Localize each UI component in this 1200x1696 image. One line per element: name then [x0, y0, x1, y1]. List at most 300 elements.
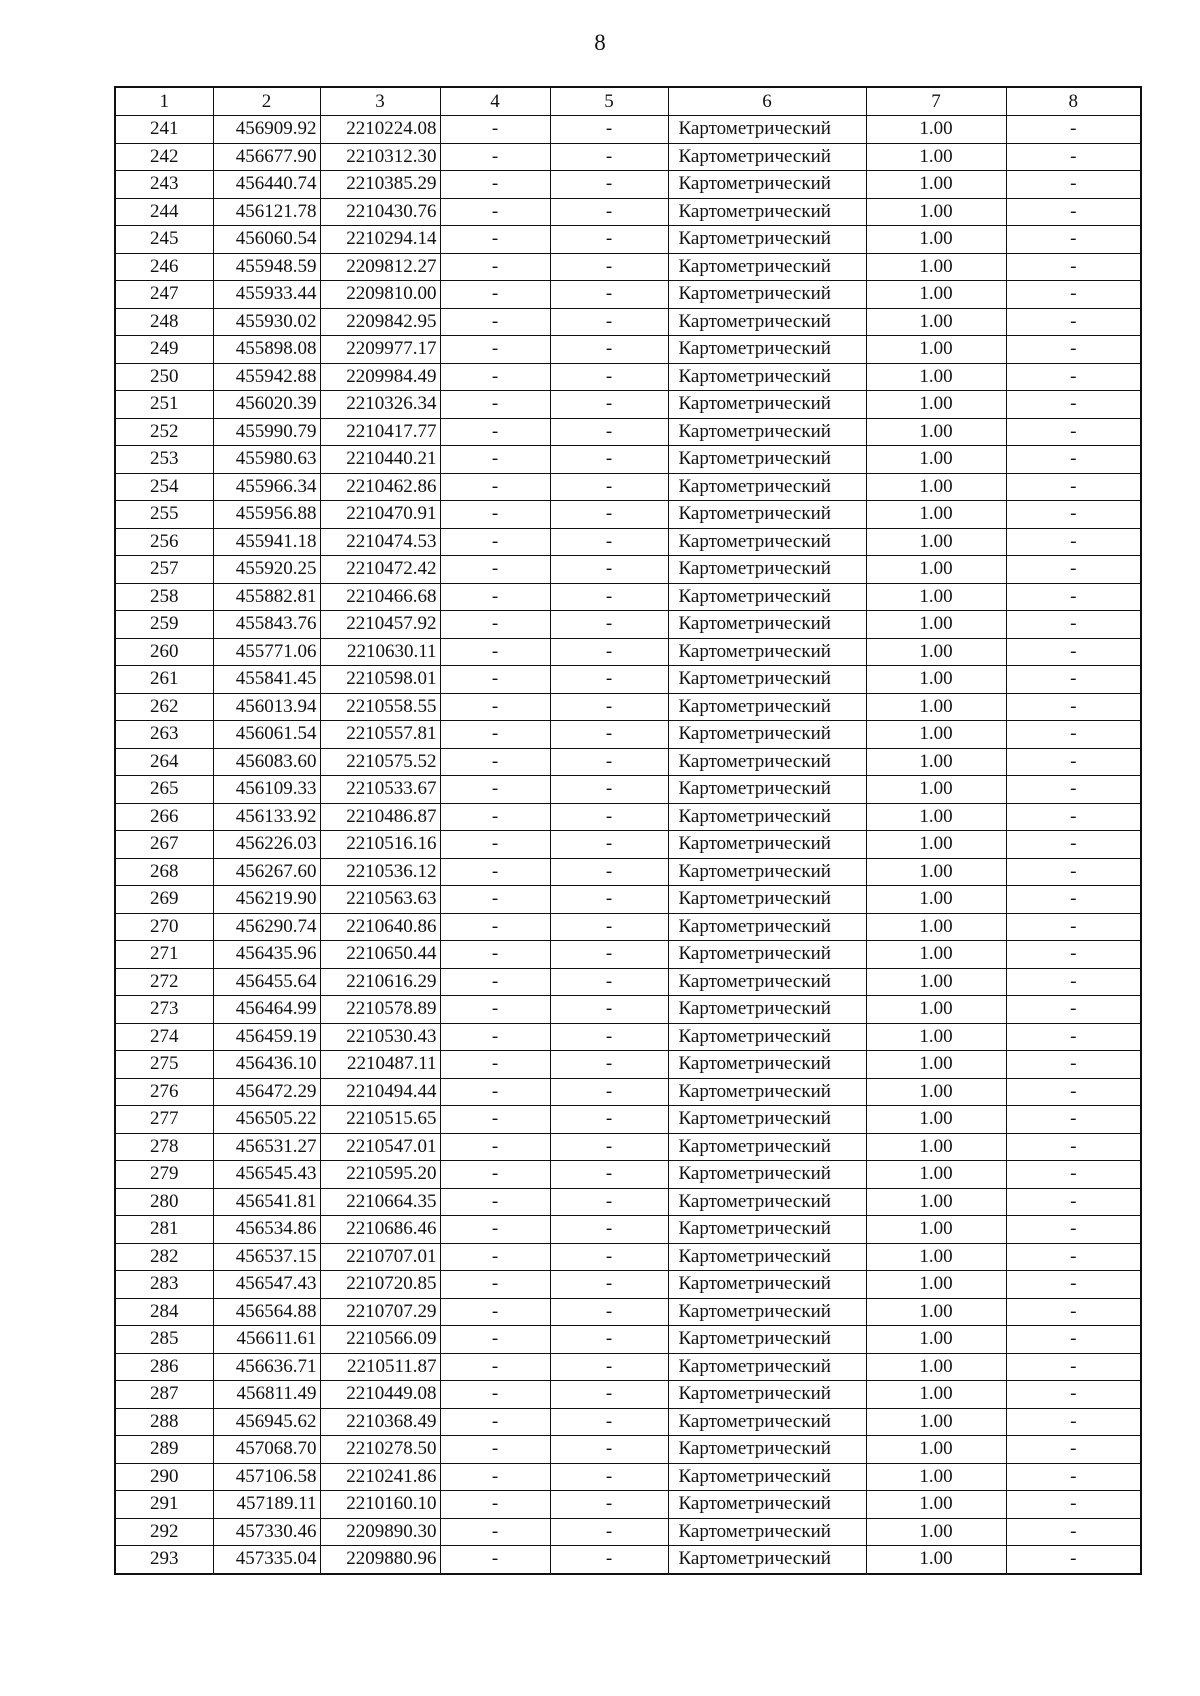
col8-cell: -: [1006, 391, 1141, 419]
table-row: [115, 666, 1141, 694]
accuracy-cell: 1.00: [866, 583, 1006, 611]
col5-cell: -: [550, 226, 668, 254]
x-coordinate-cell: 456440.74: [213, 171, 320, 199]
method-cell: Картометрический: [668, 473, 866, 501]
col8-cell: -: [1006, 1133, 1141, 1161]
accuracy-cell: 1.00: [866, 1298, 1006, 1326]
col5-cell: -: [550, 1133, 668, 1161]
table-row: [115, 1518, 1141, 1546]
x-coordinate-cell: 456505.22: [213, 1106, 320, 1134]
column-header-4: 4: [440, 87, 550, 116]
y-coordinate-cell: 2209984.49: [320, 363, 440, 391]
point-number-cell: 251: [115, 391, 213, 419]
col4-cell: -: [440, 886, 550, 914]
column-header-2: 2: [213, 87, 320, 116]
method-cell: Картометрический: [668, 528, 866, 556]
y-coordinate-cell: 2210516.16: [320, 831, 440, 859]
col8-cell: -: [1006, 308, 1141, 336]
table-row: [115, 308, 1141, 336]
y-coordinate-cell: 2210417.77: [320, 418, 440, 446]
table-row: [115, 638, 1141, 666]
accuracy-cell: 1.00: [866, 666, 1006, 694]
y-coordinate-cell: 2210278.50: [320, 1436, 440, 1464]
col4-cell: -: [440, 1463, 550, 1491]
point-number-cell: 273: [115, 996, 213, 1024]
method-cell: Картометрический: [668, 803, 866, 831]
point-number-cell: 265: [115, 776, 213, 804]
col8-cell: -: [1006, 1463, 1141, 1491]
method-cell: Картометрический: [668, 748, 866, 776]
method-cell: Картометрический: [668, 143, 866, 171]
col8-cell: -: [1006, 336, 1141, 364]
accuracy-cell: 1.00: [866, 473, 1006, 501]
col8-cell: -: [1006, 831, 1141, 859]
col8-cell: -: [1006, 116, 1141, 144]
col4-cell: -: [440, 996, 550, 1024]
table-header-row: [115, 87, 1141, 116]
col4-cell: -: [440, 528, 550, 556]
col4-cell: -: [440, 556, 550, 584]
x-coordinate-cell: 457106.58: [213, 1463, 320, 1491]
x-coordinate-cell: 456290.74: [213, 913, 320, 941]
table-row: [115, 1243, 1141, 1271]
method-cell: Картометрический: [668, 171, 866, 199]
method-cell: Картометрический: [668, 1298, 866, 1326]
col5-cell: -: [550, 858, 668, 886]
y-coordinate-cell: 2210547.01: [320, 1133, 440, 1161]
method-cell: Картометрический: [668, 1436, 866, 1464]
col8-cell: -: [1006, 446, 1141, 474]
column-header-5: 5: [550, 87, 668, 116]
y-coordinate-cell: 2210533.67: [320, 776, 440, 804]
accuracy-cell: 1.00: [866, 1023, 1006, 1051]
column-header-1: 1: [115, 87, 213, 116]
method-cell: Картометрический: [668, 611, 866, 639]
point-number-cell: 287: [115, 1381, 213, 1409]
method-cell: Картометрический: [668, 1188, 866, 1216]
y-coordinate-cell: 2210515.65: [320, 1106, 440, 1134]
y-coordinate-cell: 2210494.44: [320, 1078, 440, 1106]
table-row: [115, 336, 1141, 364]
table-row: [115, 391, 1141, 419]
col8-cell: -: [1006, 1518, 1141, 1546]
table-row: [115, 1491, 1141, 1519]
accuracy-cell: 1.00: [866, 1188, 1006, 1216]
col4-cell: -: [440, 1271, 550, 1299]
table-row: [115, 171, 1141, 199]
x-coordinate-cell: 456564.88: [213, 1298, 320, 1326]
x-coordinate-cell: 455941.18: [213, 528, 320, 556]
y-coordinate-cell: 2210640.86: [320, 913, 440, 941]
x-coordinate-cell: 456534.86: [213, 1216, 320, 1244]
x-coordinate-cell: 456909.92: [213, 116, 320, 144]
accuracy-cell: 1.00: [866, 776, 1006, 804]
column-header-8: 8: [1006, 87, 1141, 116]
col8-cell: -: [1006, 1243, 1141, 1271]
col8-cell: -: [1006, 226, 1141, 254]
method-cell: Картометрический: [668, 116, 866, 144]
col5-cell: -: [550, 693, 668, 721]
point-number-cell: 280: [115, 1188, 213, 1216]
table-row: [115, 253, 1141, 281]
x-coordinate-cell: 455933.44: [213, 281, 320, 309]
accuracy-cell: 1.00: [866, 1078, 1006, 1106]
col5-cell: -: [550, 1188, 668, 1216]
method-cell: Картометрический: [668, 858, 866, 886]
col4-cell: -: [440, 336, 550, 364]
method-cell: Картометрический: [668, 996, 866, 1024]
col4-cell: -: [440, 941, 550, 969]
point-number-cell: 263: [115, 721, 213, 749]
x-coordinate-cell: 456060.54: [213, 226, 320, 254]
y-coordinate-cell: 2210430.76: [320, 198, 440, 226]
column-header-3: 3: [320, 87, 440, 116]
method-cell: Картометрический: [668, 391, 866, 419]
x-coordinate-cell: 455990.79: [213, 418, 320, 446]
table-row: [115, 611, 1141, 639]
col8-cell: -: [1006, 556, 1141, 584]
col4-cell: -: [440, 611, 550, 639]
accuracy-cell: 1.00: [866, 308, 1006, 336]
accuracy-cell: 1.00: [866, 1051, 1006, 1079]
method-cell: Картометрический: [668, 308, 866, 336]
col8-cell: -: [1006, 501, 1141, 529]
x-coordinate-cell: 456109.33: [213, 776, 320, 804]
y-coordinate-cell: 2210470.91: [320, 501, 440, 529]
col4-cell: -: [440, 1078, 550, 1106]
y-coordinate-cell: 2210650.44: [320, 941, 440, 969]
col4-cell: -: [440, 803, 550, 831]
point-number-cell: 266: [115, 803, 213, 831]
col8-cell: -: [1006, 1408, 1141, 1436]
x-coordinate-cell: 455966.34: [213, 473, 320, 501]
x-coordinate-cell: 456547.43: [213, 1271, 320, 1299]
x-coordinate-cell: 455942.88: [213, 363, 320, 391]
table-row: [115, 143, 1141, 171]
table-row: [115, 831, 1141, 859]
method-cell: Картометрический: [668, 1381, 866, 1409]
point-number-cell: 256: [115, 528, 213, 556]
accuracy-cell: 1.00: [866, 281, 1006, 309]
table-row: [115, 556, 1141, 584]
y-coordinate-cell: 2210664.35: [320, 1188, 440, 1216]
col5-cell: -: [550, 1078, 668, 1106]
method-cell: Картометрический: [668, 693, 866, 721]
x-coordinate-cell: 456013.94: [213, 693, 320, 721]
col8-cell: -: [1006, 721, 1141, 749]
y-coordinate-cell: 2210326.34: [320, 391, 440, 419]
col5-cell: -: [550, 666, 668, 694]
point-number-cell: 282: [115, 1243, 213, 1271]
x-coordinate-cell: 456531.27: [213, 1133, 320, 1161]
y-coordinate-cell: 2210474.53: [320, 528, 440, 556]
col5-cell: -: [550, 611, 668, 639]
table-body: [115, 116, 1141, 1574]
y-coordinate-cell: 2210224.08: [320, 116, 440, 144]
point-number-cell: 293: [115, 1546, 213, 1574]
x-coordinate-cell: 456061.54: [213, 721, 320, 749]
point-number-cell: 261: [115, 666, 213, 694]
accuracy-cell: 1.00: [866, 528, 1006, 556]
method-cell: Картометрический: [668, 638, 866, 666]
x-coordinate-cell: 456083.60: [213, 748, 320, 776]
table-row: [115, 721, 1141, 749]
x-coordinate-cell: 456636.71: [213, 1353, 320, 1381]
point-number-cell: 259: [115, 611, 213, 639]
col8-cell: -: [1006, 1051, 1141, 1079]
col4-cell: -: [440, 1106, 550, 1134]
col5-cell: -: [550, 281, 668, 309]
col8-cell: -: [1006, 1436, 1141, 1464]
method-cell: Картометрический: [668, 198, 866, 226]
point-number-cell: 246: [115, 253, 213, 281]
point-number-cell: 290: [115, 1463, 213, 1491]
y-coordinate-cell: 2210385.29: [320, 171, 440, 199]
col4-cell: -: [440, 748, 550, 776]
x-coordinate-cell: 455841.45: [213, 666, 320, 694]
method-cell: Картометрический: [668, 1491, 866, 1519]
col5-cell: -: [550, 143, 668, 171]
table-row: [115, 1463, 1141, 1491]
col4-cell: -: [440, 391, 550, 419]
accuracy-cell: 1.00: [866, 941, 1006, 969]
col4-cell: -: [440, 721, 550, 749]
method-cell: Картометрический: [668, 721, 866, 749]
col4-cell: -: [440, 226, 550, 254]
x-coordinate-cell: 456541.81: [213, 1188, 320, 1216]
method-cell: Картометрический: [668, 501, 866, 529]
y-coordinate-cell: 2210558.55: [320, 693, 440, 721]
col4-cell: -: [440, 1381, 550, 1409]
accuracy-cell: 1.00: [866, 831, 1006, 859]
method-cell: Картометрический: [668, 666, 866, 694]
col8-cell: -: [1006, 638, 1141, 666]
col4-cell: -: [440, 1133, 550, 1161]
x-coordinate-cell: 455920.25: [213, 556, 320, 584]
col8-cell: -: [1006, 281, 1141, 309]
table-row: [115, 583, 1141, 611]
method-cell: Картометрический: [668, 226, 866, 254]
col8-cell: -: [1006, 1106, 1141, 1134]
point-number-cell: 257: [115, 556, 213, 584]
y-coordinate-cell: 2210536.12: [320, 858, 440, 886]
accuracy-cell: 1.00: [866, 968, 1006, 996]
col5-cell: -: [550, 1216, 668, 1244]
point-number-cell: 264: [115, 748, 213, 776]
accuracy-cell: 1.00: [866, 1546, 1006, 1574]
point-number-cell: 286: [115, 1353, 213, 1381]
y-coordinate-cell: 2210707.01: [320, 1243, 440, 1271]
table-row: [115, 1188, 1141, 1216]
table-row: [115, 1381, 1141, 1409]
col4-cell: -: [440, 1298, 550, 1326]
x-coordinate-cell: 456545.43: [213, 1161, 320, 1189]
col4-cell: -: [440, 638, 550, 666]
col8-cell: -: [1006, 1023, 1141, 1051]
point-number-cell: 279: [115, 1161, 213, 1189]
col4-cell: -: [440, 1408, 550, 1436]
method-cell: Картометрический: [668, 1133, 866, 1161]
col5-cell: -: [550, 253, 668, 281]
col4-cell: -: [440, 143, 550, 171]
accuracy-cell: 1.00: [866, 1381, 1006, 1409]
y-coordinate-cell: 2210241.86: [320, 1463, 440, 1491]
col8-cell: -: [1006, 418, 1141, 446]
table-row: [115, 446, 1141, 474]
col5-cell: -: [550, 1463, 668, 1491]
accuracy-cell: 1.00: [866, 1161, 1006, 1189]
y-coordinate-cell: 2210457.92: [320, 611, 440, 639]
method-cell: Картометрический: [668, 1463, 866, 1491]
col5-cell: -: [550, 363, 668, 391]
col4-cell: -: [440, 1518, 550, 1546]
table-row: [115, 1298, 1141, 1326]
col8-cell: -: [1006, 1326, 1141, 1354]
col5-cell: -: [550, 1381, 668, 1409]
accuracy-cell: 1.00: [866, 803, 1006, 831]
table-row: [115, 198, 1141, 226]
col4-cell: -: [440, 831, 550, 859]
method-cell: Картометрический: [668, 1023, 866, 1051]
col4-cell: -: [440, 418, 550, 446]
y-coordinate-cell: 2210294.14: [320, 226, 440, 254]
accuracy-cell: 1.00: [866, 1353, 1006, 1381]
method-cell: Картометрический: [668, 1106, 866, 1134]
x-coordinate-cell: 455771.06: [213, 638, 320, 666]
col4-cell: -: [440, 1491, 550, 1519]
y-coordinate-cell: 2210616.29: [320, 968, 440, 996]
accuracy-cell: 1.00: [866, 1271, 1006, 1299]
y-coordinate-cell: 2210462.86: [320, 473, 440, 501]
col5-cell: -: [550, 1106, 668, 1134]
point-number-cell: 253: [115, 446, 213, 474]
accuracy-cell: 1.00: [866, 116, 1006, 144]
method-cell: Картометрический: [668, 1243, 866, 1271]
y-coordinate-cell: 2210563.63: [320, 886, 440, 914]
x-coordinate-cell: 455882.81: [213, 583, 320, 611]
col4-cell: -: [440, 968, 550, 996]
x-coordinate-cell: 455956.88: [213, 501, 320, 529]
col5-cell: -: [550, 391, 668, 419]
table-row: [115, 748, 1141, 776]
y-coordinate-cell: 2210707.29: [320, 1298, 440, 1326]
col8-cell: -: [1006, 1381, 1141, 1409]
col4-cell: -: [440, 1216, 550, 1244]
accuracy-cell: 1.00: [866, 446, 1006, 474]
col5-cell: -: [550, 996, 668, 1024]
x-coordinate-cell: 456945.62: [213, 1408, 320, 1436]
col5-cell: -: [550, 308, 668, 336]
y-coordinate-cell: 2210566.09: [320, 1326, 440, 1354]
point-number-cell: 283: [115, 1271, 213, 1299]
method-cell: Картометрический: [668, 281, 866, 309]
table-row: [115, 913, 1141, 941]
method-cell: Картометрический: [668, 831, 866, 859]
table-row: [115, 473, 1141, 501]
point-number-cell: 260: [115, 638, 213, 666]
col5-cell: -: [550, 831, 668, 859]
x-coordinate-cell: 456537.15: [213, 1243, 320, 1271]
x-coordinate-cell: 455843.76: [213, 611, 320, 639]
col5-cell: -: [550, 1243, 668, 1271]
accuracy-cell: 1.00: [866, 1326, 1006, 1354]
table-row: [115, 1106, 1141, 1134]
col5-cell: -: [550, 1408, 668, 1436]
col4-cell: -: [440, 281, 550, 309]
col5-cell: -: [550, 1298, 668, 1326]
point-number-cell: 285: [115, 1326, 213, 1354]
y-coordinate-cell: 2210557.81: [320, 721, 440, 749]
y-coordinate-cell: 2210720.85: [320, 1271, 440, 1299]
table-row: [115, 1161, 1141, 1189]
col5-cell: -: [550, 1518, 668, 1546]
method-cell: Картометрический: [668, 1271, 866, 1299]
y-coordinate-cell: 2210487.11: [320, 1051, 440, 1079]
accuracy-cell: 1.00: [866, 1408, 1006, 1436]
method-cell: Картометрический: [668, 1518, 866, 1546]
col5-cell: -: [550, 556, 668, 584]
col4-cell: -: [440, 1436, 550, 1464]
x-coordinate-cell: 456133.92: [213, 803, 320, 831]
col5-cell: -: [550, 721, 668, 749]
table-row: [115, 363, 1141, 391]
col8-cell: -: [1006, 253, 1141, 281]
x-coordinate-cell: 457189.11: [213, 1491, 320, 1519]
table-row: [115, 1023, 1141, 1051]
col5-cell: -: [550, 638, 668, 666]
col8-cell: -: [1006, 143, 1141, 171]
y-coordinate-cell: 2210530.43: [320, 1023, 440, 1051]
point-number-cell: 248: [115, 308, 213, 336]
point-number-cell: 292: [115, 1518, 213, 1546]
col8-cell: -: [1006, 473, 1141, 501]
accuracy-cell: 1.00: [866, 1243, 1006, 1271]
col8-cell: -: [1006, 171, 1141, 199]
x-coordinate-cell: 456459.19: [213, 1023, 320, 1051]
method-cell: Картометрический: [668, 363, 866, 391]
col8-cell: -: [1006, 776, 1141, 804]
method-cell: Картометрический: [668, 1408, 866, 1436]
col5-cell: -: [550, 501, 668, 529]
accuracy-cell: 1.00: [866, 171, 1006, 199]
x-coordinate-cell: 457068.70: [213, 1436, 320, 1464]
col5-cell: -: [550, 886, 668, 914]
point-number-cell: 241: [115, 116, 213, 144]
accuracy-cell: 1.00: [866, 1133, 1006, 1161]
method-cell: Картометрический: [668, 1051, 866, 1079]
col8-cell: -: [1006, 803, 1141, 831]
y-coordinate-cell: 2209977.17: [320, 336, 440, 364]
point-number-cell: 281: [115, 1216, 213, 1244]
point-number-cell: 268: [115, 858, 213, 886]
point-number-cell: 270: [115, 913, 213, 941]
col5-cell: -: [550, 336, 668, 364]
x-coordinate-cell: 457330.46: [213, 1518, 320, 1546]
table-row: [115, 1051, 1141, 1079]
x-coordinate-cell: 455948.59: [213, 253, 320, 281]
y-coordinate-cell: 2210160.10: [320, 1491, 440, 1519]
point-number-cell: 252: [115, 418, 213, 446]
x-coordinate-cell: 455898.08: [213, 336, 320, 364]
table-row: [115, 941, 1141, 969]
table-row: [115, 1353, 1141, 1381]
x-coordinate-cell: 456611.61: [213, 1326, 320, 1354]
point-number-cell: 277: [115, 1106, 213, 1134]
col4-cell: -: [440, 1023, 550, 1051]
col8-cell: -: [1006, 693, 1141, 721]
x-coordinate-cell: 456455.64: [213, 968, 320, 996]
table-row: [115, 281, 1141, 309]
